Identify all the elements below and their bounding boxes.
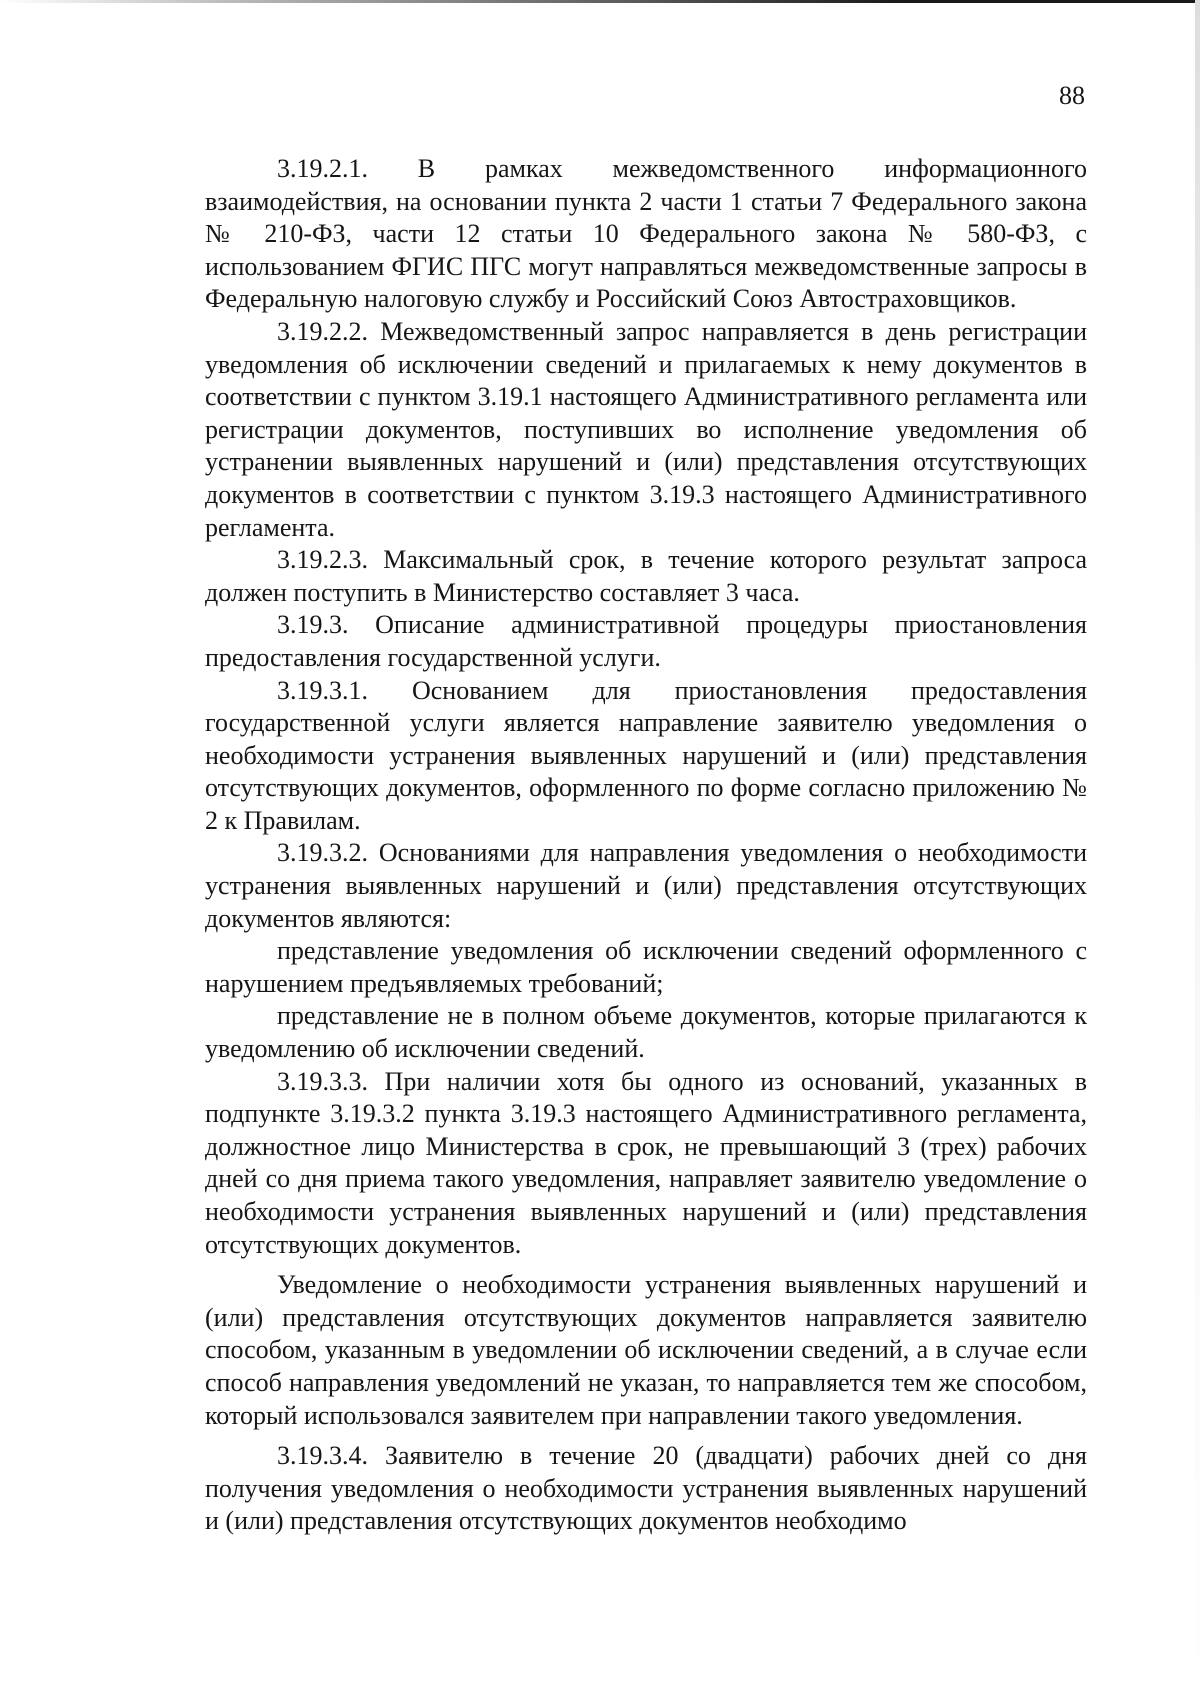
paragraph-3-19-3-1: 3.19.3.1. Основанием для приостановления предоставления государственной услуги является направление заявителю уведомления о необходимости устранения выявленных нарушений и (или) представления отсутствующих документов, оформленного по форме согласно приложению № 2 к Правилам. <box>205 675 1087 835</box>
scan-top-edge <box>0 0 1200 3</box>
paragraph-3-19-3: 3.19.3. Описание административной процедуры приостановления предоставления государственной услуги. <box>205 610 1087 672</box>
page-number: 88 <box>1059 81 1085 110</box>
list-item-grounds-2: представление не в полном объеме документов, которые прилагаются к уведомлению об исключении сведений. <box>205 1001 1087 1064</box>
paragraph-3-19-2-3: 3.19.2.3. Максимальный срок, в течение которого результат запроса должен поступить в Министерство составляет 3 часа. <box>205 545 1087 607</box>
paragraph-3-19-2-1: 3.19.2.1. В рамках межведомственного информационного взаимодействия, на основании пункта 2 части 1 статьи 7 Федерального закона № 210-ФЗ, части 12 статьи 10 Федерального закона № 580-ФЗ, с использованием ФГИС ПГС могут направляться межведомственные запросы в Федеральную налоговую службу и Российский Союз Автостраховщиков. <box>205 154 1087 314</box>
paragraph-3-19-3-2: 3.19.3.2. Основаниями для направления уведомления о необходимости устранения выявленных нарушений и (или) представления отсутствующих документов являются: <box>205 838 1087 933</box>
paragraph-3-19-3-3: 3.19.3.3. При наличии хотя бы одного из оснований, указанных в подпункте 3.19.3.2 пункта 3.19.3 настоящего Административного регламента, должностное лицо Министерства в срок, не превышающий 3 (трех) рабочих дней со дня приема такого уведомления, направляет заявителю уведомление о необходимости устранения выявленных нарушений и (или) представления отсутствующих документов. <box>205 1066 1087 1259</box>
list-item-grounds-1: представление уведомления об исключении сведений оформленного с нарушением предъявляемых требований; <box>205 936 1087 998</box>
document-body <box>205 153 1087 1538</box>
paragraph-notification-method: Уведомление о необходимости устранения выявленных нарушений и (или) представления отсутствующих документов направляется заявителю способом, указанным в уведомлении об исключении сведений, а в случае если способ направления уведомлений не указан, то направляется тем же способом, который использовался заявителем при направлении такого уведомления. <box>205 1270 1087 1430</box>
scan-right-edge <box>1195 0 1200 1697</box>
paragraph-3-19-3-4: 3.19.3.4. Заявителю в течение 20 (двадцати) рабочих дней со дня получения уведомления о необходимости устранения выявленных нарушений и (или) представления отсутствующих документов необходимо <box>205 1441 1087 1536</box>
paragraph-3-19-2-2: 3.19.2.2. Межведомственный запрос направляется в день регистрации уведомления об исключении сведений и прилагаемых к нему документов в соответствии с пунктом 3.19.1 настоящего Административного регламента или регистрации документов, поступивших во исполнение уведомления об устранении выявленных нарушений и (или) представления отсутствующих документов в соответствии с пунктом 3.19.3 настоящего Административного регламента. <box>205 316 1087 542</box>
